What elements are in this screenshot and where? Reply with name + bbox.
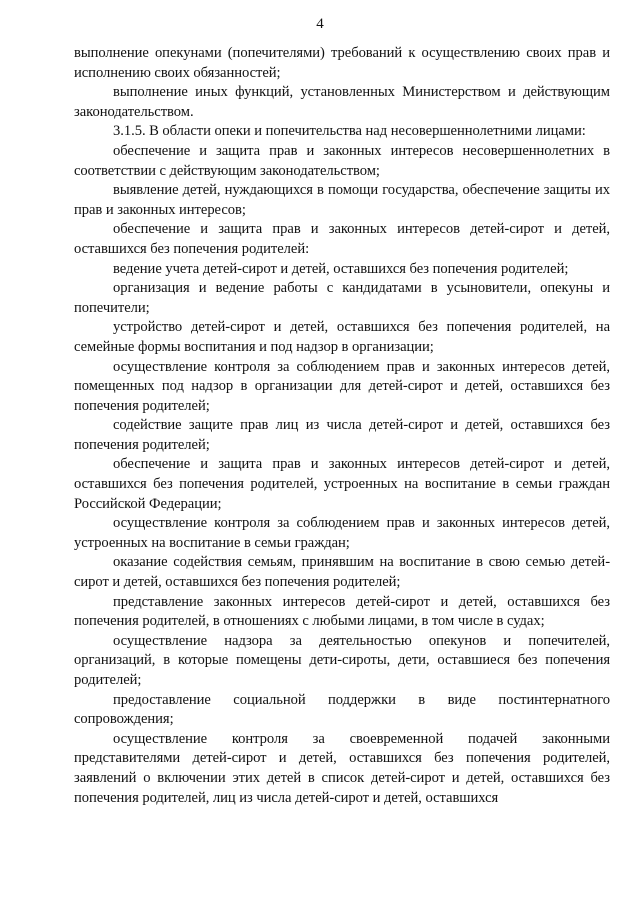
list-item: организация и ведение работы с кандидатами в усыновители, опекуны и попечители;: [74, 280, 610, 316]
list-item: оказание содействия семьям, принявшим на воспитание в свою семью детей-сирот и детей, оставшихся без попечения родителей;: [74, 554, 610, 591]
section-heading: 3.1.5. В области опеки и попечительства над несовершеннолетними лицами:: [113, 123, 586, 140]
list-item: обеспечение и защита прав и законных интересов детей-сирот и детей, оставшихся без попечения родителей:: [74, 221, 610, 257]
list-item: предоставление социальной поддержки в виде постинтернатного сопровождения;: [74, 691, 610, 728]
list-item: обеспечение и защита прав и законных интересов несовершеннолетних в соответствии с действующим законодательством;: [74, 142, 610, 179]
list-item: содействие защите прав лиц из числа детей-сирот и детей, оставшихся без попечения родителей;: [74, 417, 610, 453]
list-item: осуществление контроля за соблюдением прав и законных интересов детей, помещенных под надзор в организации для детей-сирот и детей, оставшихся без попечения родителей;: [74, 358, 610, 414]
paragraph: выполнение иных функций, установленных Министерством и действующим законодательством.: [74, 84, 610, 120]
page-number: 4: [316, 16, 324, 32]
list-item: представление законных интересов детей-сирот и детей, оставшихся без попечения родителей, в отношениях с любыми лицами, в том числе в судах;: [74, 593, 610, 630]
list-item: устройство детей-сирот и детей, оставшихся без попечения родителей, на семейные формы воспитания и под надзор в организации;: [74, 319, 610, 355]
list-item: выявление детей, нуждающихся в помощи государства, обеспечение защиты их прав и законных интересов;: [74, 182, 610, 218]
document-body: [74, 44, 610, 808]
paragraph: выполнение опекунами (попечителями) требований к осуществлению своих прав и исполнению своих обязанностей;: [74, 45, 610, 81]
list-item: осуществление контроля за соблюдением прав и законных интересов детей, устроенных на воспитание в семьи граждан;: [74, 515, 610, 551]
list-item: осуществление надзора за деятельностью опекунов и попечителей, организаций, в которые помещены дети-сироты, дети, оставшиеся без попечения родителей;: [74, 632, 610, 688]
list-item: осуществление контроля за своевременной подачей законными представителями детей-сирот и детей, оставшихся без попечения родителей, заявлений о включении этих детей в список детей-сирот и детей, оставшихся без попечения родителей, лиц из числа детей-сирот и детей, оставшихся: [74, 730, 610, 806]
list-item: обеспечение и защита прав и законных интересов детей-сирот и детей, оставшихся без попечения родителей, устроенных на воспитание в семьи граждан Российской Федерации;: [74, 456, 610, 512]
list-item: ведение учета детей-сирот и детей, оставшихся без попечения родителей;: [113, 260, 569, 277]
